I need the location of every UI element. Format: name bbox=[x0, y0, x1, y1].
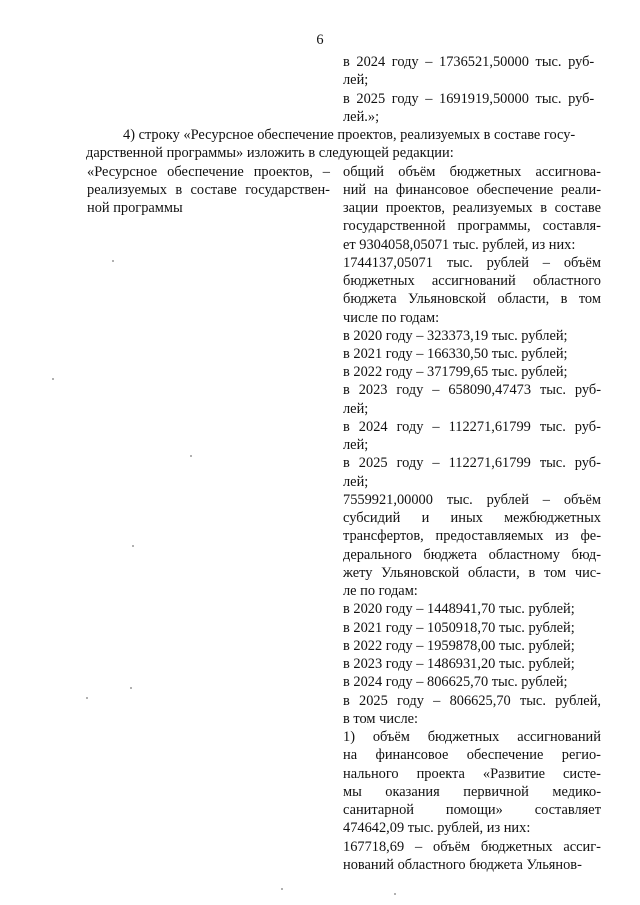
word: в bbox=[528, 565, 536, 581]
right-line-r7 bbox=[343, 272, 601, 290]
word: том bbox=[578, 291, 601, 307]
word: первичной bbox=[463, 784, 529, 800]
federal-line-s1 bbox=[343, 491, 601, 509]
scan-speck bbox=[52, 378, 54, 380]
word: объём bbox=[563, 492, 601, 508]
word: – bbox=[542, 492, 550, 508]
word: в bbox=[343, 382, 350, 398]
scan-speck bbox=[130, 687, 132, 689]
project-line-p4 bbox=[343, 783, 601, 801]
word: в bbox=[343, 455, 350, 471]
scan-speck bbox=[394, 893, 396, 895]
word: оказания bbox=[385, 784, 440, 800]
word: бюджета bbox=[343, 291, 397, 307]
project-line-p3 bbox=[343, 765, 601, 783]
word: 1) bbox=[343, 729, 355, 745]
word: объём bbox=[433, 839, 471, 855]
word: – bbox=[432, 455, 440, 471]
year-2020-regional: в 2020 году – 323373,19 тыс. рублей; bbox=[343, 328, 568, 344]
word: объём bbox=[398, 164, 436, 180]
scan-speck bbox=[281, 888, 283, 890]
word: дерального bbox=[343, 547, 412, 563]
word: проектов, bbox=[253, 164, 313, 180]
page-number: 6 bbox=[316, 32, 324, 48]
word: составля- bbox=[542, 218, 601, 234]
word: тыс. bbox=[539, 419, 566, 435]
scan-speck bbox=[190, 455, 192, 457]
word: на bbox=[373, 182, 389, 198]
scan-speck bbox=[132, 545, 134, 547]
item4-line1: 4) строку «Ресурсное обеспечение проектов, реализуемых в составе госу- bbox=[123, 127, 576, 143]
scan-speck bbox=[86, 697, 88, 699]
word: бюджета bbox=[423, 547, 478, 563]
year-2025-federal bbox=[343, 692, 601, 710]
line-top-2025-text: в 2025 году – 1691919,50000 тыс. руб- bbox=[343, 91, 595, 107]
right-line-r6 bbox=[343, 254, 601, 272]
word: 167718,69 bbox=[343, 839, 405, 855]
scan-speck bbox=[112, 260, 114, 262]
word: тыс. bbox=[446, 255, 473, 271]
word: медико- bbox=[552, 784, 601, 800]
word: Ульяновской bbox=[408, 291, 487, 307]
word: ассигнований bbox=[517, 729, 601, 745]
word: реализуемых bbox=[452, 200, 533, 216]
word: зации bbox=[343, 200, 379, 216]
federal-line-s6: ле по годам: bbox=[343, 583, 418, 599]
left-col-line2 bbox=[87, 181, 330, 199]
word: субсидий bbox=[343, 510, 401, 526]
word: мы bbox=[343, 784, 362, 800]
left-col-line3: ной программы bbox=[87, 200, 183, 216]
word: обеспечение bbox=[466, 747, 544, 763]
word: 2023 bbox=[358, 382, 388, 398]
word: финансовое bbox=[395, 182, 469, 198]
word: том bbox=[543, 565, 567, 581]
year-2024-regional-cont: лей; bbox=[343, 437, 369, 453]
word: бюджетных bbox=[449, 164, 522, 180]
word: – bbox=[322, 164, 330, 180]
right-line-r4 bbox=[343, 217, 601, 235]
right-line-r1 bbox=[343, 163, 601, 181]
word: области, bbox=[468, 565, 520, 581]
word: 2024 bbox=[358, 419, 388, 435]
word: государствен- bbox=[245, 182, 330, 198]
word: – bbox=[432, 419, 440, 435]
project-line-p2 bbox=[343, 746, 601, 764]
word: обеспечение bbox=[476, 182, 554, 198]
word: фе- bbox=[580, 528, 601, 544]
word: областного bbox=[532, 273, 601, 289]
federal-line-s5 bbox=[343, 564, 601, 582]
word: межбюджетных bbox=[504, 510, 601, 526]
word: объём bbox=[372, 729, 410, 745]
word: финансовое bbox=[375, 747, 449, 763]
year-2023-regional bbox=[343, 381, 601, 399]
project-line-p6: 474642,09 тыс. рублей, из них: bbox=[343, 820, 531, 836]
word: «Развитие bbox=[482, 766, 546, 782]
word: руб- bbox=[574, 455, 601, 471]
word: в bbox=[343, 419, 350, 435]
word: из bbox=[555, 528, 569, 544]
word: рублей bbox=[486, 492, 529, 508]
word: трансфертов, bbox=[343, 528, 424, 544]
word: в bbox=[343, 693, 350, 709]
word: проекта bbox=[416, 766, 465, 782]
word: ассигнований bbox=[431, 273, 516, 289]
line-top-2024-cont: лей; bbox=[343, 72, 369, 88]
year-2021-regional: в 2021 году – 166330,50 тыс. рублей; bbox=[343, 346, 568, 362]
right-line-r9: числе по годам: bbox=[343, 310, 440, 326]
word: руб- bbox=[574, 382, 601, 398]
right-line-r3 bbox=[343, 199, 601, 217]
word: – bbox=[432, 382, 440, 398]
project-line-p5 bbox=[343, 801, 601, 819]
left-col-line1 bbox=[87, 163, 330, 181]
word: 806625,70 bbox=[449, 693, 511, 709]
word: нального bbox=[343, 766, 399, 782]
year-2020-federal: в 2020 году – 1448941,70 тыс. рублей; bbox=[343, 601, 575, 617]
word: бюджетных bbox=[427, 729, 500, 745]
word: объём bbox=[563, 255, 601, 271]
word: «Ресурсное bbox=[87, 164, 158, 180]
word: тыс. bbox=[519, 693, 546, 709]
year-2025-regional bbox=[343, 454, 601, 472]
word: помощи» bbox=[445, 802, 503, 818]
word: году bbox=[396, 382, 424, 398]
word: систе- bbox=[563, 766, 601, 782]
word: 2025 bbox=[359, 693, 388, 709]
year-2022-federal: в 2022 году – 1959878,00 тыс. рублей; bbox=[343, 638, 575, 654]
word: рублей, bbox=[555, 693, 601, 709]
word: областному bbox=[488, 547, 560, 563]
year-2021-federal: в 2021 году – 1050918,70 тыс. рублей; bbox=[343, 620, 575, 636]
year-2024-federal: в 2024 году – 806625,70 тыс. рублей; bbox=[343, 674, 568, 690]
right-line-r8 bbox=[343, 290, 601, 308]
year-2025-regional-cont: лей; bbox=[343, 474, 369, 490]
word: году bbox=[396, 419, 424, 435]
word: тыс. bbox=[539, 382, 566, 398]
project-line-p7 bbox=[343, 838, 601, 856]
word: ассигнова- bbox=[535, 164, 601, 180]
item4-line2: дарственной программы» изложить в следующей редакции: bbox=[86, 145, 454, 161]
word: общий bbox=[343, 164, 385, 180]
right-line-r2 bbox=[343, 181, 601, 199]
word: программы, bbox=[457, 218, 531, 234]
word: реализуемых bbox=[87, 182, 167, 198]
word: тыс. bbox=[446, 492, 473, 508]
word: регио- bbox=[561, 747, 601, 763]
word: тыс. bbox=[539, 455, 566, 471]
project-line-p8: нований областного бюджета Ульянов- bbox=[343, 857, 582, 873]
word: обеспечение bbox=[167, 164, 244, 180]
word: 7559921,00000 bbox=[343, 492, 433, 508]
project-line-p1 bbox=[343, 728, 601, 746]
year-2024-regional bbox=[343, 418, 601, 436]
word: составляет bbox=[534, 802, 601, 818]
year-2025-federal-cont: в том числе: bbox=[343, 711, 419, 727]
word: жету bbox=[343, 565, 373, 581]
word: бюд- bbox=[571, 547, 601, 563]
word: санитарной bbox=[343, 802, 414, 818]
word: ассиг- bbox=[563, 839, 601, 855]
word: бюджетных bbox=[343, 273, 415, 289]
word: ний bbox=[343, 182, 367, 198]
federal-line-s3 bbox=[343, 527, 601, 545]
word: в bbox=[540, 200, 548, 216]
word: иных bbox=[450, 510, 483, 526]
word: 112271,61799 bbox=[448, 455, 531, 471]
word: 658090,47473 bbox=[448, 382, 532, 398]
word: в bbox=[560, 291, 568, 307]
word: руб- bbox=[574, 419, 601, 435]
line-top-2025-cont: лей.»; bbox=[343, 109, 380, 125]
word: чис- bbox=[574, 565, 601, 581]
word: бюджетных bbox=[480, 839, 553, 855]
word: в bbox=[175, 182, 183, 198]
word: предоставляемых bbox=[435, 528, 544, 544]
word: рублей bbox=[486, 255, 529, 271]
word: области, bbox=[497, 291, 550, 307]
word: реали- bbox=[561, 182, 601, 198]
word: Ульяновской bbox=[381, 565, 460, 581]
word: 1744137,05071 bbox=[343, 255, 433, 271]
word: – bbox=[414, 839, 423, 855]
word: – bbox=[433, 693, 441, 709]
year-2023-federal: в 2023 году – 1486931,20 тыс. рублей; bbox=[343, 656, 575, 672]
federal-line-s2 bbox=[343, 509, 601, 527]
word: 112271,61799 bbox=[448, 419, 531, 435]
word: году bbox=[396, 455, 424, 471]
right-line-r5: ет 9304058,05071 тыс. рублей, из них: bbox=[343, 237, 576, 253]
word: – bbox=[542, 255, 550, 271]
line-top-2024-text: в 2024 году – 1736521,50000 тыс. руб- bbox=[343, 54, 595, 70]
year-2023-regional-cont: лей; bbox=[343, 401, 369, 417]
word: году bbox=[397, 693, 424, 709]
word: составе bbox=[554, 200, 601, 216]
federal-line-s4 bbox=[343, 546, 601, 564]
word: проектов, bbox=[385, 200, 445, 216]
word: и bbox=[421, 510, 430, 526]
word: составе bbox=[190, 182, 237, 198]
year-2022-regional: в 2022 году – 371799,65 тыс. рублей; bbox=[343, 364, 568, 380]
word: государственной bbox=[343, 218, 446, 234]
word: на bbox=[343, 747, 358, 763]
word: 2025 bbox=[358, 455, 388, 471]
